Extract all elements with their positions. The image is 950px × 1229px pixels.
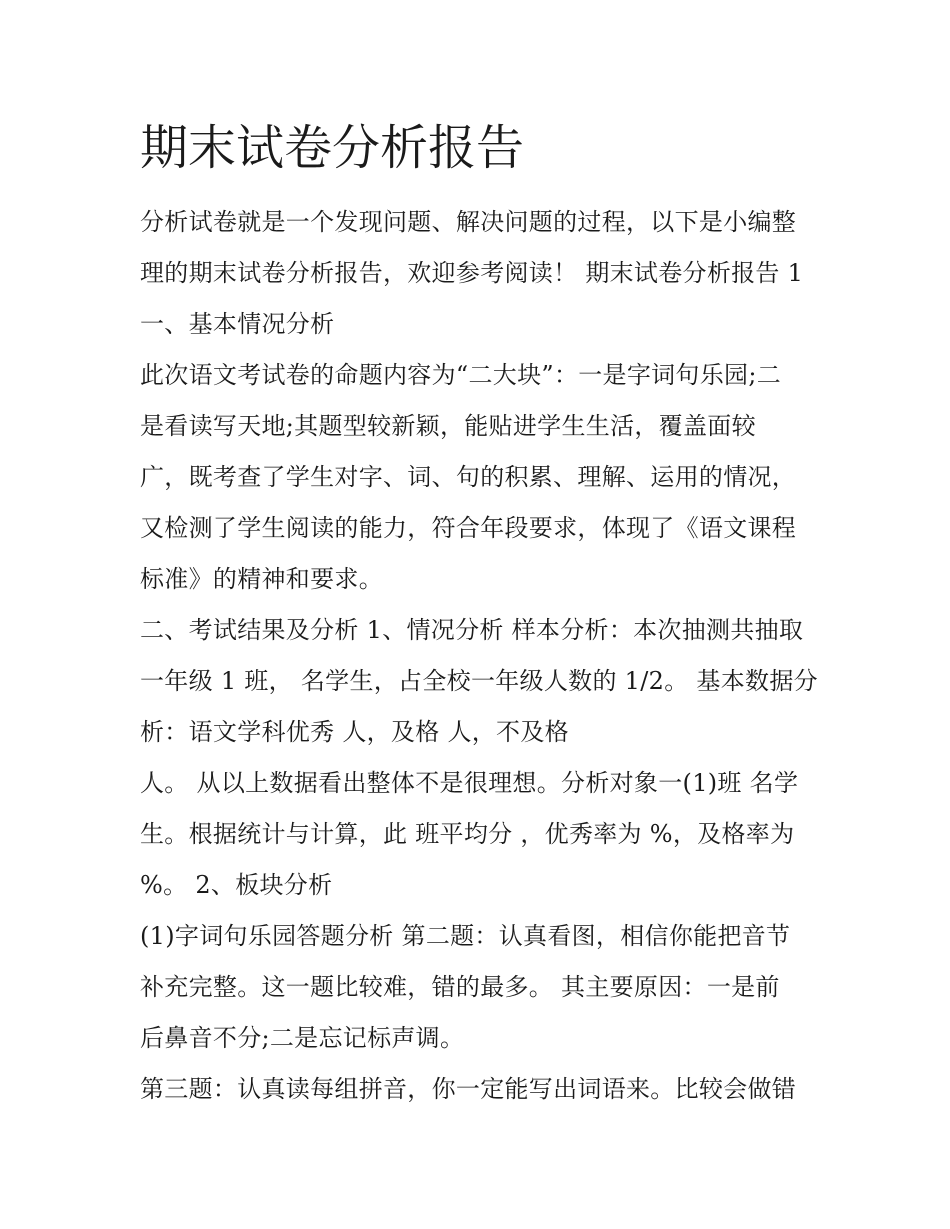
body-line-13: 生。根据统计与计算，此 班平均分 ，优秀率为 %，及格率为 [140,820,795,848]
body-line-16: 补充完整。这一题比较难，错的最多。 其主要原因：一是前 [140,973,780,1001]
body-line-12: 人。 从以上数据看出整体不是很理想。分析对象一(1)班 名学 [140,769,799,797]
document-title: 期末试卷分析报告 [140,120,525,176]
body-line-9: 二、考试结果及分析 1、情况分析 样本分析：本次抽测共抽取 [140,616,804,644]
body-line-10: 一年级 1 班， 名学生，占全校一年级人数的 1/2。 基本数据分 [140,667,818,695]
body-line-3: 一、基本情况分析 [140,310,335,338]
body-line-2: 理的期末试卷分析报告，欢迎参考阅读！ 期末试卷分析报告 1 [140,259,804,287]
body-line-4: 此次语文考试卷的命题内容为“二大块”：一是字词句乐园;二 [140,361,782,389]
body-line-5: 是看读写天地;其题型较新颖，能贴进学生生活，覆盖面较 [140,412,756,440]
body-line-18: 第三题：认真读每组拼音，你一定能写出词语来。比较会做错 [140,1075,797,1103]
body-line-14: %。 2、板块分析 [140,871,333,899]
body-line-6: 广，既考查了学生对字、词、句的积累、理解、运用的情况， [140,463,797,491]
body-line-17: 后鼻音不分;二是忘记标声调。 [140,1024,465,1052]
body-line-7: 又检测了学生阅读的能力，符合年段要求，体现了《语文课程 [140,514,797,542]
body-line-1: 分析试卷就是一个发现问题、解决问题的过程，以下是小编整 [140,208,797,236]
body-line-15: (1)字词句乐园答题分析 第二题：认真看图，相信你能把音节 [140,922,791,950]
body-line-11: 析：语文学科优秀 人，及格 人，不及格 [140,718,569,746]
body-line-8: 标准》的精神和要求。 [140,565,383,593]
